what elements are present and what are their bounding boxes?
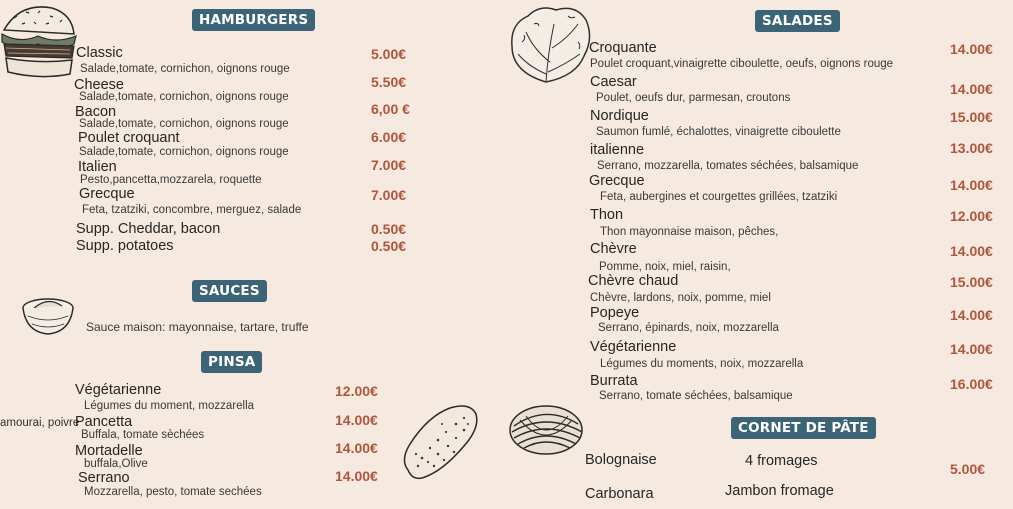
menu-item-name: Mortadelle (75, 443, 143, 459)
menu-item-price: 12.00€ (335, 383, 378, 399)
cornet-title: CORNET DE PÂTE (731, 417, 876, 439)
menu-item-price: 14.00€ (950, 81, 993, 97)
cornet-price: 5.00€ (950, 461, 986, 477)
pinsa-bread-illustration (398, 402, 480, 482)
menu-item-name: Croquante (589, 40, 657, 56)
supp-name: Supp. potatoes (76, 238, 174, 254)
menu-item-name: Végétarienne (590, 339, 677, 355)
menu-item-desc: Feta, aubergines et courgettes grillées, tzatziki (600, 191, 838, 203)
menu-item-price: 14.00€ (950, 341, 993, 357)
menu-item-desc: Pomme, noix, miel, raisin, (599, 261, 731, 273)
menu-item-desc: buffala,Olive (84, 458, 148, 470)
menu-item-desc: Légumes du moment, mozzarella (84, 400, 255, 412)
menu-item-desc: Chèvre, lardons, noix, pomme, miel (590, 292, 771, 304)
menu-item-price: 6.00€ (371, 129, 407, 145)
menu-item-desc: Thon mayonnaise maison, pêches, (600, 226, 779, 238)
sauce-bowl-illustration (20, 294, 76, 338)
menu-item-desc: Légumes du moments, noix, mozzarella (600, 358, 804, 370)
menu-item-name: Burrata (590, 373, 638, 389)
menu-item-desc: Pesto,pancetta,mozzarela, roquette (80, 174, 262, 186)
menu-item-desc: Buffala, tomate sèchées (81, 429, 205, 441)
supp-name: Supp. Cheddar, bacon (76, 221, 221, 237)
lettuce-illustration (506, 2, 594, 86)
menu-item-price: 14.00€ (950, 243, 993, 259)
menu-item-price: 14.00€ (950, 41, 993, 57)
menu-item-desc: Salade,tomate, cornichon, oignons rouge (79, 91, 289, 103)
cornet-item: Bolognaise (585, 452, 657, 468)
menu-item-price: 14.00€ (335, 440, 378, 456)
supp-price: 0.50€ (371, 238, 407, 254)
pasta-illustration (506, 398, 588, 460)
menu-item-price: 7.00€ (371, 157, 407, 173)
hamburgers-title: HAMBURGERS (192, 9, 315, 31)
menu-item-price: 7.00€ (371, 187, 407, 203)
menu-item-name: Classic (76, 45, 123, 61)
menu-item-desc: Poulet, oeufs dur, parmesan, croutons (596, 92, 791, 104)
menu-item-desc: Serrano, mozzarella, tomates séchées, balsamique (597, 160, 859, 172)
sauces-title: SAUCES (192, 280, 267, 302)
salades-title: SALADES (755, 10, 840, 32)
menu-item-price: 5.00€ (371, 46, 407, 62)
menu-item-price: 6,00 € (371, 101, 410, 117)
menu-item-desc: Serrano, épinards, noix, mozzarella (598, 322, 779, 334)
menu-item-name: Italien (78, 159, 117, 175)
menu-item-price: 13.00€ (950, 140, 993, 156)
menu-item-name: Caesar (590, 74, 637, 90)
menu-item-name: italienne (590, 142, 645, 158)
menu-item-desc: Feta, tzatziki, concombre, merguez, salade (82, 204, 302, 216)
menu-item-price: 15.00€ (950, 274, 993, 290)
cornet-item: Carbonara (585, 486, 654, 502)
menu-item-price: 14.00€ (335, 412, 378, 428)
pinsa-title: PINSA (201, 351, 262, 373)
sauces-text: Sauce maison: mayonnaise, tartare, truffe (86, 320, 309, 334)
menu-item-price: 14.00€ (335, 468, 378, 484)
menu-item-desc: Mozzarella, pesto, tomate sechées (84, 486, 262, 498)
menu-item-name: Pancetta (75, 414, 133, 430)
menu-item-price: 14.00€ (950, 307, 993, 323)
cornet-item: 4 fromages (745, 453, 818, 469)
menu-item-desc: Salade,tomate, cornichon, oignons rouge (79, 146, 289, 158)
supp-price: 0.50€ (371, 221, 407, 237)
menu-item-price: 12.00€ (950, 208, 993, 224)
menu-item-price: 16.00€ (950, 376, 993, 392)
burger-illustration (0, 0, 80, 82)
menu-item-price: 5.50€ (371, 74, 407, 90)
menu-item-name: Nordique (590, 108, 649, 124)
menu-item-price: 15.00€ (950, 109, 993, 125)
overflow-text: amourai, poivre (0, 417, 80, 429)
menu-item-desc: Poulet croquant,vinaigrette ciboulette, oeufs, oignons rouge (590, 58, 894, 70)
cornet-item: Jambon fromage (725, 483, 834, 499)
menu-item-name: Bacon (75, 104, 117, 120)
menu-item-desc: Salade,tomate, cornichon, oignons rouge (80, 63, 290, 75)
menu-item-name: Chèvre chaud (588, 273, 679, 289)
menu-item-desc: Salade,tomate, cornichon, oignons rouge (79, 118, 289, 130)
menu-item-name: Poulet croquant (78, 130, 180, 146)
menu-item-name: Grecque (79, 186, 135, 202)
menu-item-name: Chèvre (590, 241, 637, 257)
menu-item-desc: Serrano, tomate séchées, balsamique (599, 390, 793, 402)
menu-item-price: 14.00€ (950, 177, 993, 193)
menu-item-name: Cheese (74, 77, 124, 93)
menu-item-desc: Saumon fumlé, échalottes, vinaigrette ciboulette (596, 126, 841, 138)
menu-item-name: Thon (590, 207, 624, 223)
menu-item-name: Serrano (78, 470, 130, 486)
menu-item-name: Végétarienne (75, 382, 162, 398)
menu-item-name: Popeye (590, 305, 640, 321)
menu-item-name: Grecque (589, 173, 645, 189)
